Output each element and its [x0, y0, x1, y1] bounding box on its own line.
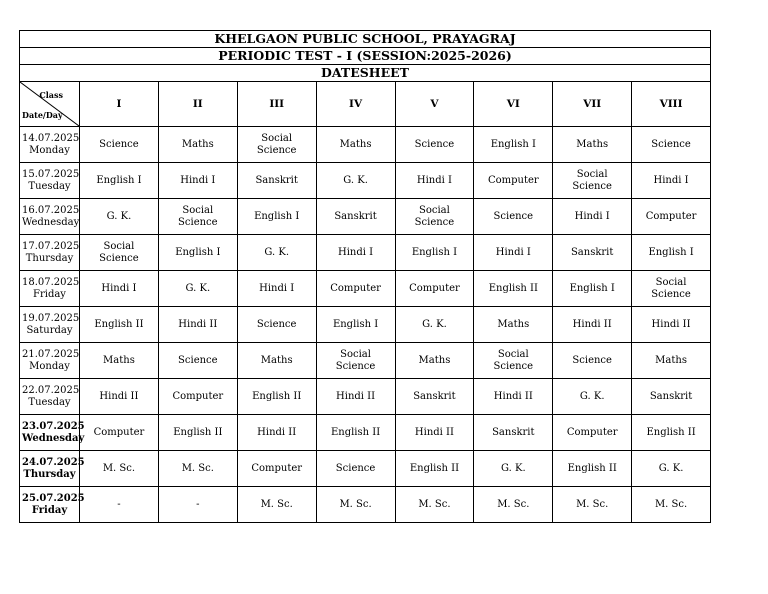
class-header: VI [474, 82, 553, 127]
subject-cell: Social Science [80, 235, 159, 271]
subject-cell: Computer [395, 271, 474, 307]
date-text: 24.07.2025 [22, 456, 85, 468]
subject-cell: Hindi I [474, 235, 553, 271]
subject-cell: Computer [553, 415, 632, 451]
subject-cell: M. Sc. [316, 487, 395, 523]
day-text: Tuesday [28, 180, 71, 192]
school-name: KHELGAON PUBLIC SCHOOL, PRAYAGRAJ [20, 31, 711, 48]
subject-cell: G. K. [632, 451, 711, 487]
table-row [20, 199, 711, 235]
subject-cell: Maths [474, 307, 553, 343]
subject-cell: Sanskrit [316, 199, 395, 235]
day-text: Friday [33, 288, 66, 300]
table-row [20, 343, 711, 379]
date-text: 17.07.2025 [22, 240, 80, 252]
date-text: 22.07.2025 [22, 384, 80, 396]
date-text: 19.07.2025 [22, 312, 80, 324]
date-day-cell [20, 271, 80, 307]
datesheet-table [19, 30, 711, 523]
subject-cell: English I [632, 235, 711, 271]
subject-cell: English I [158, 235, 237, 271]
subject-cell: Science [395, 127, 474, 163]
day-text: Monday [29, 360, 70, 372]
test-name: PERIODIC TEST - I (SESSION:2025-2026) [20, 48, 711, 65]
subject-cell: Sanskrit [553, 235, 632, 271]
corner-class-label: Class [39, 90, 63, 100]
subject-cell: G. K. [158, 271, 237, 307]
table-row [20, 379, 711, 415]
subject-cell: Hindi I [553, 199, 632, 235]
subject-cell: Hindi I [237, 271, 316, 307]
subject-cell: G. K. [395, 307, 474, 343]
subject-cell: Social Science [395, 199, 474, 235]
subject-cell: - [80, 487, 159, 523]
date-text: 16.07.2025 [22, 204, 80, 216]
class-header: VIII [632, 82, 711, 127]
subject-cell: M. Sc. [80, 451, 159, 487]
table-row [20, 235, 711, 271]
corner-header [20, 82, 80, 127]
date-day-cell [20, 199, 80, 235]
subject-cell: Maths [553, 127, 632, 163]
subject-cell: Science [632, 127, 711, 163]
subject-cell: Hindi II [474, 379, 553, 415]
subject-cell: Computer [316, 271, 395, 307]
date-day-cell [20, 451, 85, 487]
subject-cell: M. Sc. [632, 487, 711, 523]
day-text: Thursday [23, 468, 76, 480]
subject-cell: English I [474, 127, 553, 163]
subject-cell: M. Sc. [158, 451, 237, 487]
subject-cell: Maths [395, 343, 474, 379]
subject-cell: Maths [316, 127, 395, 163]
subject-cell: English I [316, 307, 395, 343]
sheet-title: DATESHEET [20, 65, 711, 82]
subject-cell: Hindi II [395, 415, 474, 451]
subject-cell: Science [80, 127, 159, 163]
subject-cell: G. K. [553, 379, 632, 415]
class-header: III [237, 82, 316, 127]
subject-cell: G. K. [474, 451, 553, 487]
date-text: 15.07.2025 [22, 168, 80, 180]
subject-cell: Computer [158, 379, 237, 415]
subject-cell: Social Science [553, 163, 632, 199]
day-text: Monday [29, 144, 70, 156]
subject-cell: M. Sc. [395, 487, 474, 523]
subject-cell: Science [553, 343, 632, 379]
subject-cell: Maths [632, 343, 711, 379]
class-header: II [158, 82, 237, 127]
subject-cell: Hindi II [80, 379, 159, 415]
subject-cell: Social Science [632, 271, 711, 307]
date-day-cell [20, 415, 85, 451]
subject-cell: English I [395, 235, 474, 271]
date-day-cell [20, 307, 80, 343]
subject-cell: Maths [80, 343, 159, 379]
subject-cell: Social Science [316, 343, 395, 379]
subject-cell: Hindi II [237, 415, 316, 451]
class-header: V [395, 82, 474, 127]
subject-cell: Hindi II [316, 379, 395, 415]
subject-cell: Sanskrit [395, 379, 474, 415]
subject-cell: Maths [158, 127, 237, 163]
table-row [20, 307, 711, 343]
subject-cell: Science [158, 343, 237, 379]
subject-cell: English I [237, 199, 316, 235]
date-text: 18.07.2025 [22, 276, 80, 288]
subject-cell: Science [316, 451, 395, 487]
subject-cell: G. K. [80, 199, 159, 235]
subject-cell: Hindi I [632, 163, 711, 199]
date-text: 25.07.2025 [22, 492, 85, 504]
table-row [20, 415, 711, 451]
subject-cell: English II [237, 379, 316, 415]
subject-cell: Computer [80, 415, 159, 451]
subject-cell: English II [316, 415, 395, 451]
subject-cell: Social Science [158, 199, 237, 235]
day-text: Wednesday [22, 432, 85, 444]
subject-cell: - [158, 487, 237, 523]
subject-cell: English II [553, 451, 632, 487]
class-header: I [80, 82, 159, 127]
subject-cell: English II [80, 307, 159, 343]
date-text: 14.07.2025 [22, 132, 80, 144]
subject-cell: Social Science [237, 127, 316, 163]
subject-cell: English I [553, 271, 632, 307]
table-row [20, 127, 711, 163]
subject-cell: Science [474, 199, 553, 235]
table-row [20, 163, 711, 199]
date-text: 21.07.2025 [22, 348, 80, 360]
subject-cell: Sanskrit [474, 415, 553, 451]
subject-cell: Hindi I [80, 271, 159, 307]
table-row [20, 487, 711, 523]
date-day-cell [20, 235, 80, 271]
subject-cell: M. Sc. [237, 487, 316, 523]
day-text: Saturday [26, 324, 73, 336]
subject-cell: Hindi I [316, 235, 395, 271]
subject-cell: M. Sc. [553, 487, 632, 523]
subject-cell: Computer [632, 199, 711, 235]
table-row [20, 451, 711, 487]
day-text: Tuesday [28, 396, 71, 408]
date-text: 23.07.2025 [22, 420, 85, 432]
subject-cell: Hindi II [553, 307, 632, 343]
subject-cell: M. Sc. [474, 487, 553, 523]
subject-cell: Science [237, 307, 316, 343]
corner-date-label: Date/Day [22, 110, 63, 120]
date-day-cell [20, 163, 80, 199]
day-text: Friday [31, 504, 68, 516]
subject-cell: English I [80, 163, 159, 199]
subject-cell: Sanskrit [632, 379, 711, 415]
subject-cell: Hindi II [632, 307, 711, 343]
subject-cell: Computer [237, 451, 316, 487]
subject-cell: Sanskrit [237, 163, 316, 199]
subject-cell: Hindi II [158, 307, 237, 343]
date-day-cell [20, 127, 80, 163]
subject-cell: English II [474, 271, 553, 307]
class-header: IV [316, 82, 395, 127]
subject-cell: English II [395, 451, 474, 487]
subject-cell: G. K. [316, 163, 395, 199]
class-header: VII [553, 82, 632, 127]
date-day-cell [20, 343, 80, 379]
subject-cell: Hindi I [158, 163, 237, 199]
subject-cell: Social Science [474, 343, 553, 379]
subject-cell: G. K. [237, 235, 316, 271]
date-day-cell [20, 487, 85, 523]
date-day-cell [20, 379, 80, 415]
table-row [20, 271, 711, 307]
subject-cell: Maths [237, 343, 316, 379]
subject-cell: English II [632, 415, 711, 451]
subject-cell: Hindi I [395, 163, 474, 199]
subject-cell: Computer [474, 163, 553, 199]
day-text: Wednesday [22, 216, 80, 228]
subject-cell: English II [158, 415, 237, 451]
day-text: Thursday [25, 252, 74, 264]
